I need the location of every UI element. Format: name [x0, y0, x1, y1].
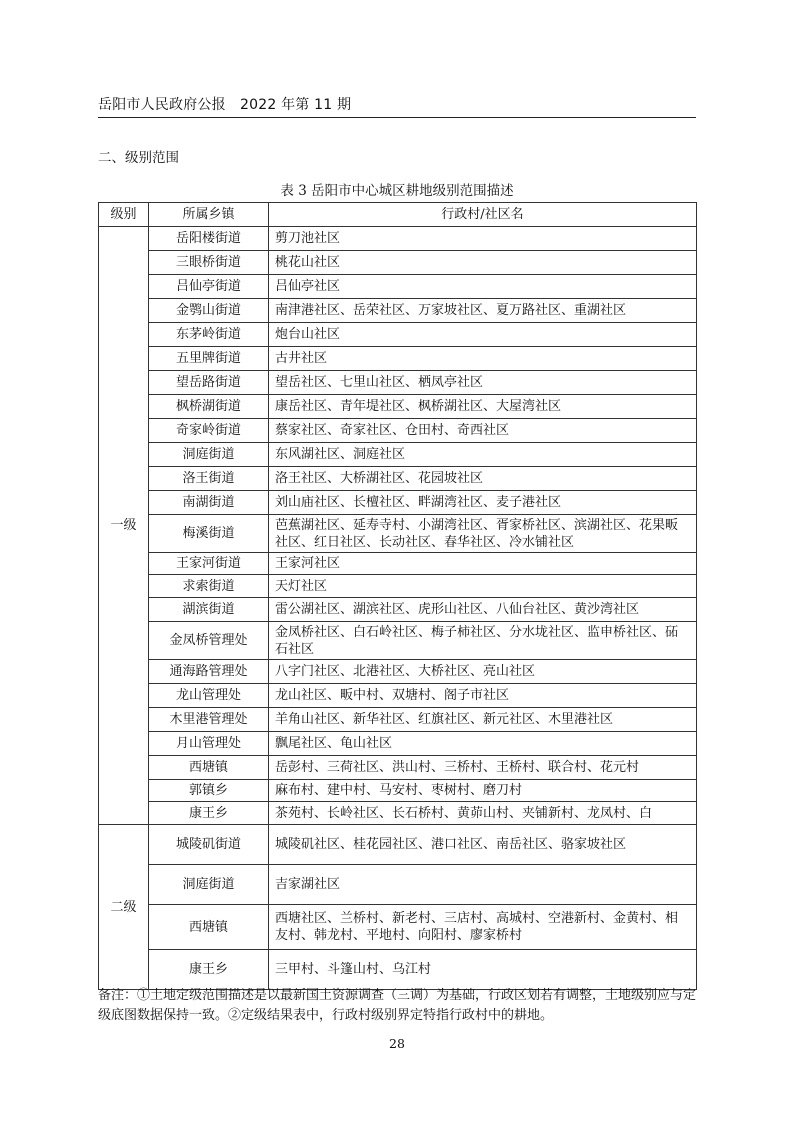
villages-cell: 茶苑村、长岭社区、长石桥村、黄茆山村、夹铺新村、龙凤村、白 — [269, 802, 697, 825]
villages-cell: 西塘社区、兰桥村、新老村、三店村、高城村、空港新村、金黄村、相友村、韩龙村、平地村、向阳村、廖家桥村 — [269, 905, 697, 950]
villages-cell: 龙山社区、畈中村、双塘村、阁子市社区 — [269, 684, 697, 708]
table-row — [99, 347, 697, 371]
table-header-row — [99, 203, 697, 227]
town-cell: 金鹗山街道 — [149, 299, 269, 323]
villages-cell: 岳彭村、三荷社区、洪山村、三桥村、王桥村、联合村、花元村 — [269, 756, 697, 780]
villages-cell: 吕仙亭社区 — [269, 275, 697, 299]
town-cell: 洛王街道 — [149, 467, 269, 491]
town-cell: 梅溪街道 — [149, 515, 269, 553]
town-cell: 康王乡 — [149, 802, 269, 825]
table-row — [99, 395, 697, 419]
town-cell: 五里牌街道 — [149, 347, 269, 371]
villages-cell: 蔡家社区、奇家社区、仓田村、奇西社区 — [269, 419, 697, 443]
town-cell: 吕仙亭街道 — [149, 275, 269, 299]
town-cell: 康王乡 — [149, 950, 269, 990]
villages-cell: 炮台山社区 — [269, 323, 697, 347]
town-cell: 奇家岭街道 — [149, 419, 269, 443]
villages-cell: 王家河社区 — [269, 553, 697, 575]
town-cell: 郭镇乡 — [149, 780, 269, 802]
villages-cell: 东风湖社区、洞庭社区 — [269, 443, 697, 467]
grade-cell: 二级 — [99, 825, 149, 990]
table-row — [99, 299, 697, 323]
villages-cell: 洛王社区、大桥湖社区、花园坡社区 — [269, 467, 697, 491]
table-row — [99, 443, 697, 467]
town-cell: 湖滨街道 — [149, 598, 269, 622]
table-row — [99, 575, 697, 598]
table-row — [99, 227, 697, 251]
table-row — [99, 905, 697, 950]
villages-cell: 金凤桥社区、白石岭社区、梅子柿社区、分水垅社区、监申桥社区、砳石社区 — [269, 622, 697, 660]
table-row — [99, 622, 697, 660]
villages-cell: 天灯社区 — [269, 575, 697, 598]
table-row — [99, 323, 697, 347]
table-row — [99, 802, 697, 825]
town-cell: 西塘镇 — [149, 905, 269, 950]
table-caption: 表 3 岳阳市中心城区耕地级别范围描述 — [280, 183, 514, 199]
table-row — [99, 684, 697, 708]
villages-cell: 刘山庙社区、长檀社区、畔湖湾社区、麦子港社区 — [269, 491, 697, 515]
header-villages: 行政村/社区名 — [269, 203, 697, 227]
town-cell: 望岳路街道 — [149, 371, 269, 395]
town-cell: 月山管理处 — [149, 732, 269, 756]
town-cell: 木里港管理处 — [149, 708, 269, 732]
table-row — [99, 708, 697, 732]
villages-cell: 麻布村、建中村、马安村、枣树村、磨刀村 — [269, 780, 697, 802]
town-cell: 南湖街道 — [149, 491, 269, 515]
table-row — [99, 732, 697, 756]
villages-cell: 芭蕉湖社区、延寿寺村、小湖湾社区、胥家桥社区、滨湖社区、花果畈社区、红日社区、长动社区、春华社区、冷水铺社区 — [269, 515, 697, 553]
table-row — [99, 275, 697, 299]
section-heading: 二、级别范围 — [98, 150, 179, 166]
town-cell: 洞庭街道 — [149, 443, 269, 467]
villages-cell: 城陵矶社区、桂花园社区、港口社区、南岳社区、骆家坡社区 — [269, 825, 697, 865]
grade-cell: 一级 — [99, 227, 149, 825]
bulletin-header: 岳阳市人民政府公报 2022 年第 11 期 — [98, 97, 352, 113]
table-row — [99, 825, 697, 865]
villages-cell: 康岳社区、青年堤社区、枫桥湖社区、大屋湾社区 — [269, 395, 697, 419]
town-cell: 枫桥湖街道 — [149, 395, 269, 419]
table-row — [99, 756, 697, 780]
villages-cell: 望岳社区、七里山社区、栖凤亭社区 — [269, 371, 697, 395]
villages-cell: 八字门社区、北港社区、大桥社区、亮山社区 — [269, 660, 697, 684]
villages-cell: 剪刀池社区 — [269, 227, 697, 251]
table-row — [99, 371, 697, 395]
header-grade: 级别 — [99, 203, 149, 227]
town-cell: 城陵矶街道 — [149, 825, 269, 865]
villages-cell: 三甲村、斗篷山村、乌江村 — [269, 950, 697, 990]
table-row — [99, 419, 697, 443]
town-cell: 三眼桥街道 — [149, 251, 269, 275]
table-row — [99, 515, 697, 553]
table-row — [99, 467, 697, 491]
land-grade-table — [98, 202, 697, 990]
table-row — [99, 865, 697, 905]
villages-cell: 南津港社区、岳荣社区、万家坡社区、夏万路社区、重湖社区 — [269, 299, 697, 323]
villages-cell: 雷公湖社区、湖滨社区、虎形山社区、八仙台社区、黄沙湾社区 — [269, 598, 697, 622]
header-town: 所属乡镇 — [149, 203, 269, 227]
town-cell: 求索街道 — [149, 575, 269, 598]
table-row — [99, 491, 697, 515]
table-note: 备注：①土地定级范围描述是以最新国土资源调查（三调）为基础，行政区划若有调整，土地级别应与定级底图数据保持一致。②定级结果表中，行政村级别界定特指行政村中的耕地。 — [98, 988, 697, 1023]
villages-cell: 吉家湖社区 — [269, 865, 697, 905]
table-row — [99, 598, 697, 622]
table-row — [99, 950, 697, 990]
villages-cell: 飘尾社区、龟山社区 — [269, 732, 697, 756]
header-divider — [98, 117, 696, 118]
villages-cell: 桃花山社区 — [269, 251, 697, 275]
table-row — [99, 251, 697, 275]
table-row — [99, 780, 697, 802]
town-cell: 岳阳楼街道 — [149, 227, 269, 251]
town-cell: 东茅岭街道 — [149, 323, 269, 347]
town-cell: 洞庭街道 — [149, 865, 269, 905]
table-body — [99, 203, 697, 990]
table-row — [99, 553, 697, 575]
page-number: 28 — [389, 1036, 405, 1051]
town-cell: 龙山管理处 — [149, 684, 269, 708]
town-cell: 通海路管理处 — [149, 660, 269, 684]
town-cell: 金凤桥管理处 — [149, 622, 269, 660]
town-cell: 王家河街道 — [149, 553, 269, 575]
town-cell: 西塘镇 — [149, 756, 269, 780]
villages-cell: 古井社区 — [269, 347, 697, 371]
table-row — [99, 660, 697, 684]
villages-cell: 羊角山社区、新华社区、红旗社区、新元社区、木里港社区 — [269, 708, 697, 732]
